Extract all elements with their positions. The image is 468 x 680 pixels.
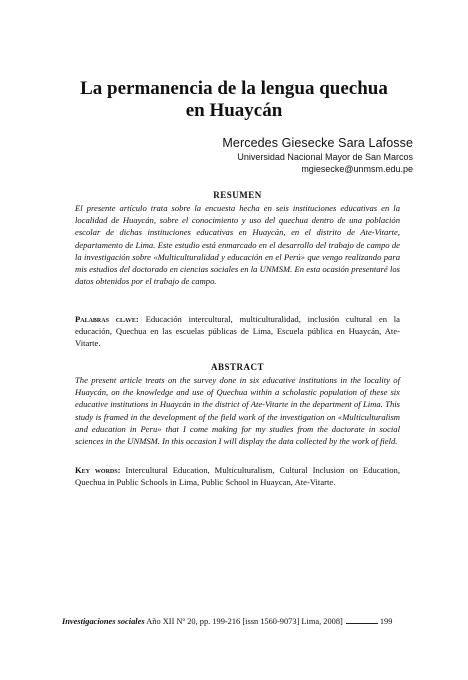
title-line-1: La permanencia de la lengua quechua — [80, 78, 388, 99]
article-title — [60, 78, 408, 122]
resumen-heading: RESUMEN — [213, 190, 262, 200]
page-footer — [62, 617, 414, 626]
palabras-clave-text: Educación intercultural, multiculturalidad, inclusión cultural en la educación, Quechua en las escuelas públicas de Lima, Escuela pública en Huaycán, Ate-Vitarte. — [75, 314, 400, 349]
key-words-label: Key words: — [75, 465, 121, 475]
footer-rule — [346, 623, 378, 624]
key-words — [75, 464, 400, 488]
key-words-text: Intercultural Education, Multiculturalism, Cultural Inclusion on Education, Quechua in Public Schools in Lima, Public School in Huaycan, Ate-Vitarte. — [75, 465, 400, 488]
palabras-clave-label: Palabras clave: — [75, 314, 139, 324]
journal-name: Investigaciones sociales — [62, 617, 145, 626]
title-line-2: en Huaycán — [185, 100, 283, 121]
journal-info: Año XII Nº 20, pp. 199-216 [issn 1560-9073] Lima, 2008] — [144, 617, 343, 626]
page-number: 199 — [379, 617, 393, 626]
abstract-heading: ABSTRACT — [210, 362, 264, 372]
author-email: mgiesecke@unmsm.edu.pe — [301, 164, 413, 174]
author-block — [222, 136, 413, 175]
palabras-clave — [75, 313, 400, 350]
author-affiliation: Universidad Nacional Mayor de San Marcos — [237, 152, 413, 162]
author-name: Mercedes Giesecke Sara Lafosse — [222, 136, 413, 150]
resumen-text: El presente artículo trata sobre la encuesta hecha en seis instituciones educativas en la localidad de Huaycán, sobre el conocimiento y uso del quechua dentro de una población escolar de dichas instituciones educativas en Huaycán, en el distrito de Ate-Vitarte, departamento de Lima. Este estudio está enmarcado en el desarrollo del trabajo de campo de la investigación sobre «Multiculturalidad y educación en el Perú» que vengo realizando para mis estudios del doctorado en ciencias sociales en la UNMSM. En esta ocasión presentaré los datos obtenidos por el trabajo de campo. — [75, 203, 400, 287]
abstract-text: The present article treats on the survey done in six educative institutions in the locality of Huaycán, on the knowledge and use of Quechua within a scholastic population of these six educative institutions in Huaycán in the district of Ate-Vitarte in the department of Lima. This study is framed in the development of the field work of the investigation on «Multiculturalism and education in Peru» that I come making for my studies from the doctorate in social sciences in the UNMSM. In this occasion I will display the data collected by the work of field. — [75, 375, 400, 447]
